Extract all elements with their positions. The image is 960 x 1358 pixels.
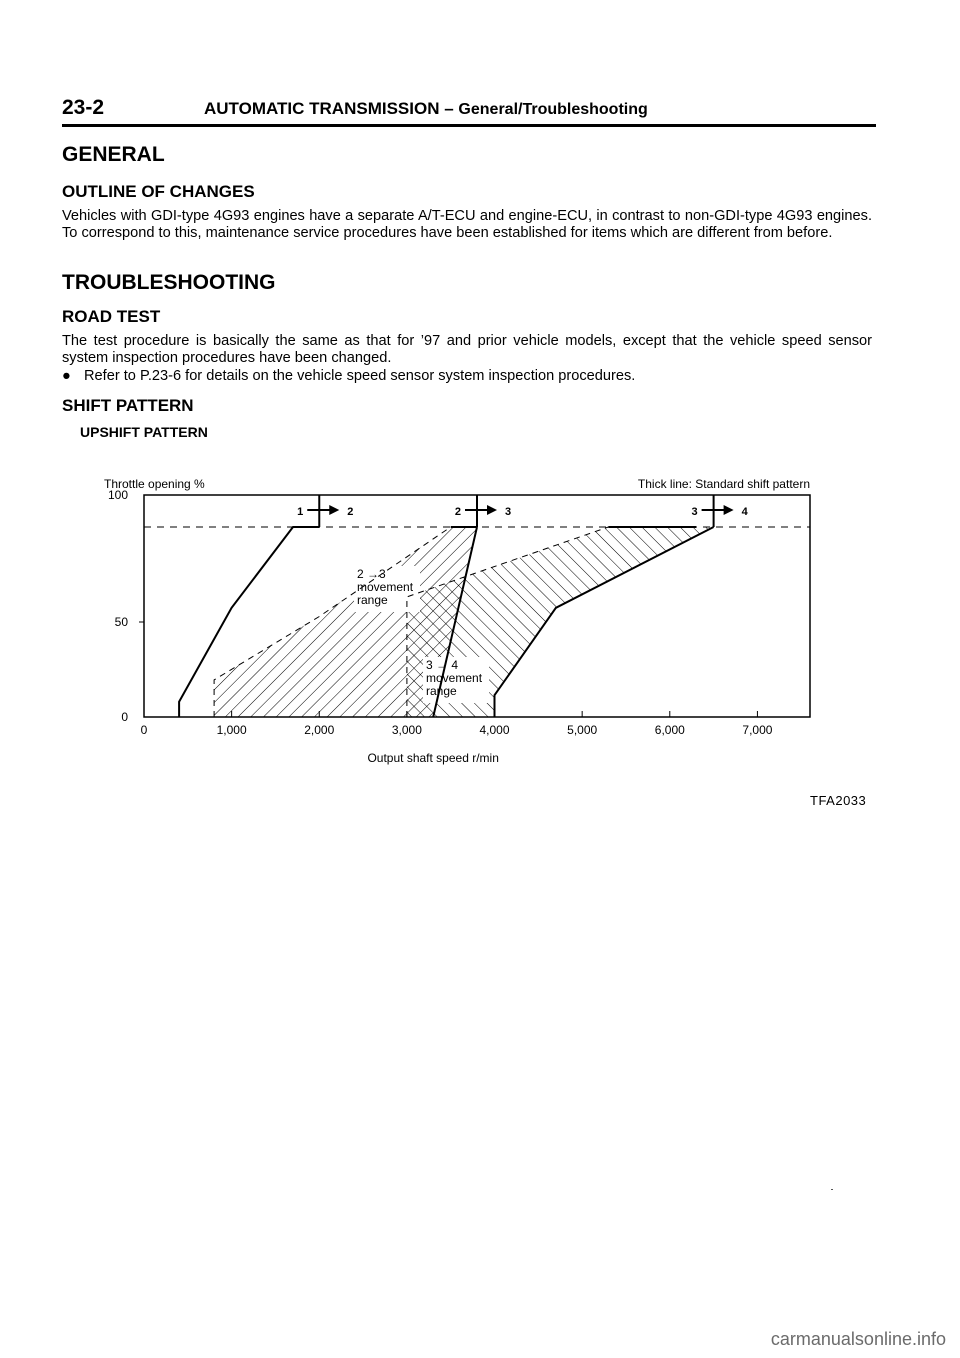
region-label-line: 3 → 4 [426, 658, 459, 672]
x-tick-label: 6,000 [654, 723, 685, 737]
speck [831, 1189, 833, 1190]
region-label-line: 2 →3 [357, 567, 386, 581]
bullet-dot: ● [62, 368, 71, 384]
gear-to-label: 3 [505, 506, 512, 518]
road-test-heading: ROAD TEST [62, 307, 161, 326]
x-tick-label: 1,000 [216, 723, 247, 737]
gear-from-label: 2 [454, 506, 461, 518]
gear-from-label: 3 [691, 506, 698, 518]
y-axis-label: Throttle opening % [104, 477, 205, 491]
gear-to-label: 2 [347, 506, 354, 518]
shift-arrow [702, 505, 734, 515]
legend-note: Thick line: Standard shift pattern [637, 477, 810, 491]
y-tick-label: 50 [114, 615, 128, 629]
title-separator: – [444, 99, 454, 118]
y-tick-label: 0 [121, 710, 128, 724]
bullet-text: Refer to P.23-6 for details on the vehicle speed sensor system inspection procedures. [84, 368, 636, 384]
upshift-pattern-heading: UPSHIFT PATTERN [80, 424, 208, 440]
watermark: carmanualsonline.info [770, 1329, 946, 1349]
gear-from-label: 1 [297, 506, 304, 518]
region-label-line: range [357, 593, 388, 607]
outline-paragraph: Vehicles with GDI-type 4G93 engines have a separate A/T-ECU and engine-ECU, in contrast to non-GDI-type 4G93 engines. To correspond to this, maintenance service procedures have been established for items which are different from before. [62, 208, 872, 241]
x-tick-label: 0 [140, 723, 148, 737]
gear-to-label: 4 [741, 506, 748, 518]
region-label-line: movement [357, 580, 414, 594]
road-test-paragraph: The test procedure is basically the same as that for ’97 and prior vehicle models, except that the vehicle speed sensor system inspection procedures have been changed. [62, 333, 872, 366]
x-tick-label: 5,000 [567, 723, 598, 737]
section-title: AUTOMATIC TRANSMISSION [204, 99, 440, 118]
region-label-line: movement [426, 671, 483, 685]
y-tick-label: 100 [107, 488, 128, 502]
figure-code: TFA2033 [810, 793, 867, 808]
x-axis-label: Output shaft speed r/min [367, 751, 499, 765]
x-tick-label: 4,000 [479, 723, 510, 737]
shift-pattern-heading: SHIFT PATTERN [62, 396, 194, 415]
x-tick-label: 3,000 [391, 723, 422, 737]
subsection-title: General/Troubleshooting [458, 101, 648, 118]
region-label-line: range [426, 684, 457, 698]
page-number: 23-2 [62, 96, 105, 119]
x-tick-label: 7,000 [742, 723, 773, 737]
general-heading: GENERAL [62, 143, 165, 166]
shift-arrow [307, 505, 339, 515]
troubleshooting-heading: TROUBLESHOOTING [62, 271, 276, 294]
outline-heading: OUTLINE OF CHANGES [62, 182, 255, 201]
x-tick-label: 2,000 [304, 723, 335, 737]
shift-arrow [465, 505, 497, 515]
